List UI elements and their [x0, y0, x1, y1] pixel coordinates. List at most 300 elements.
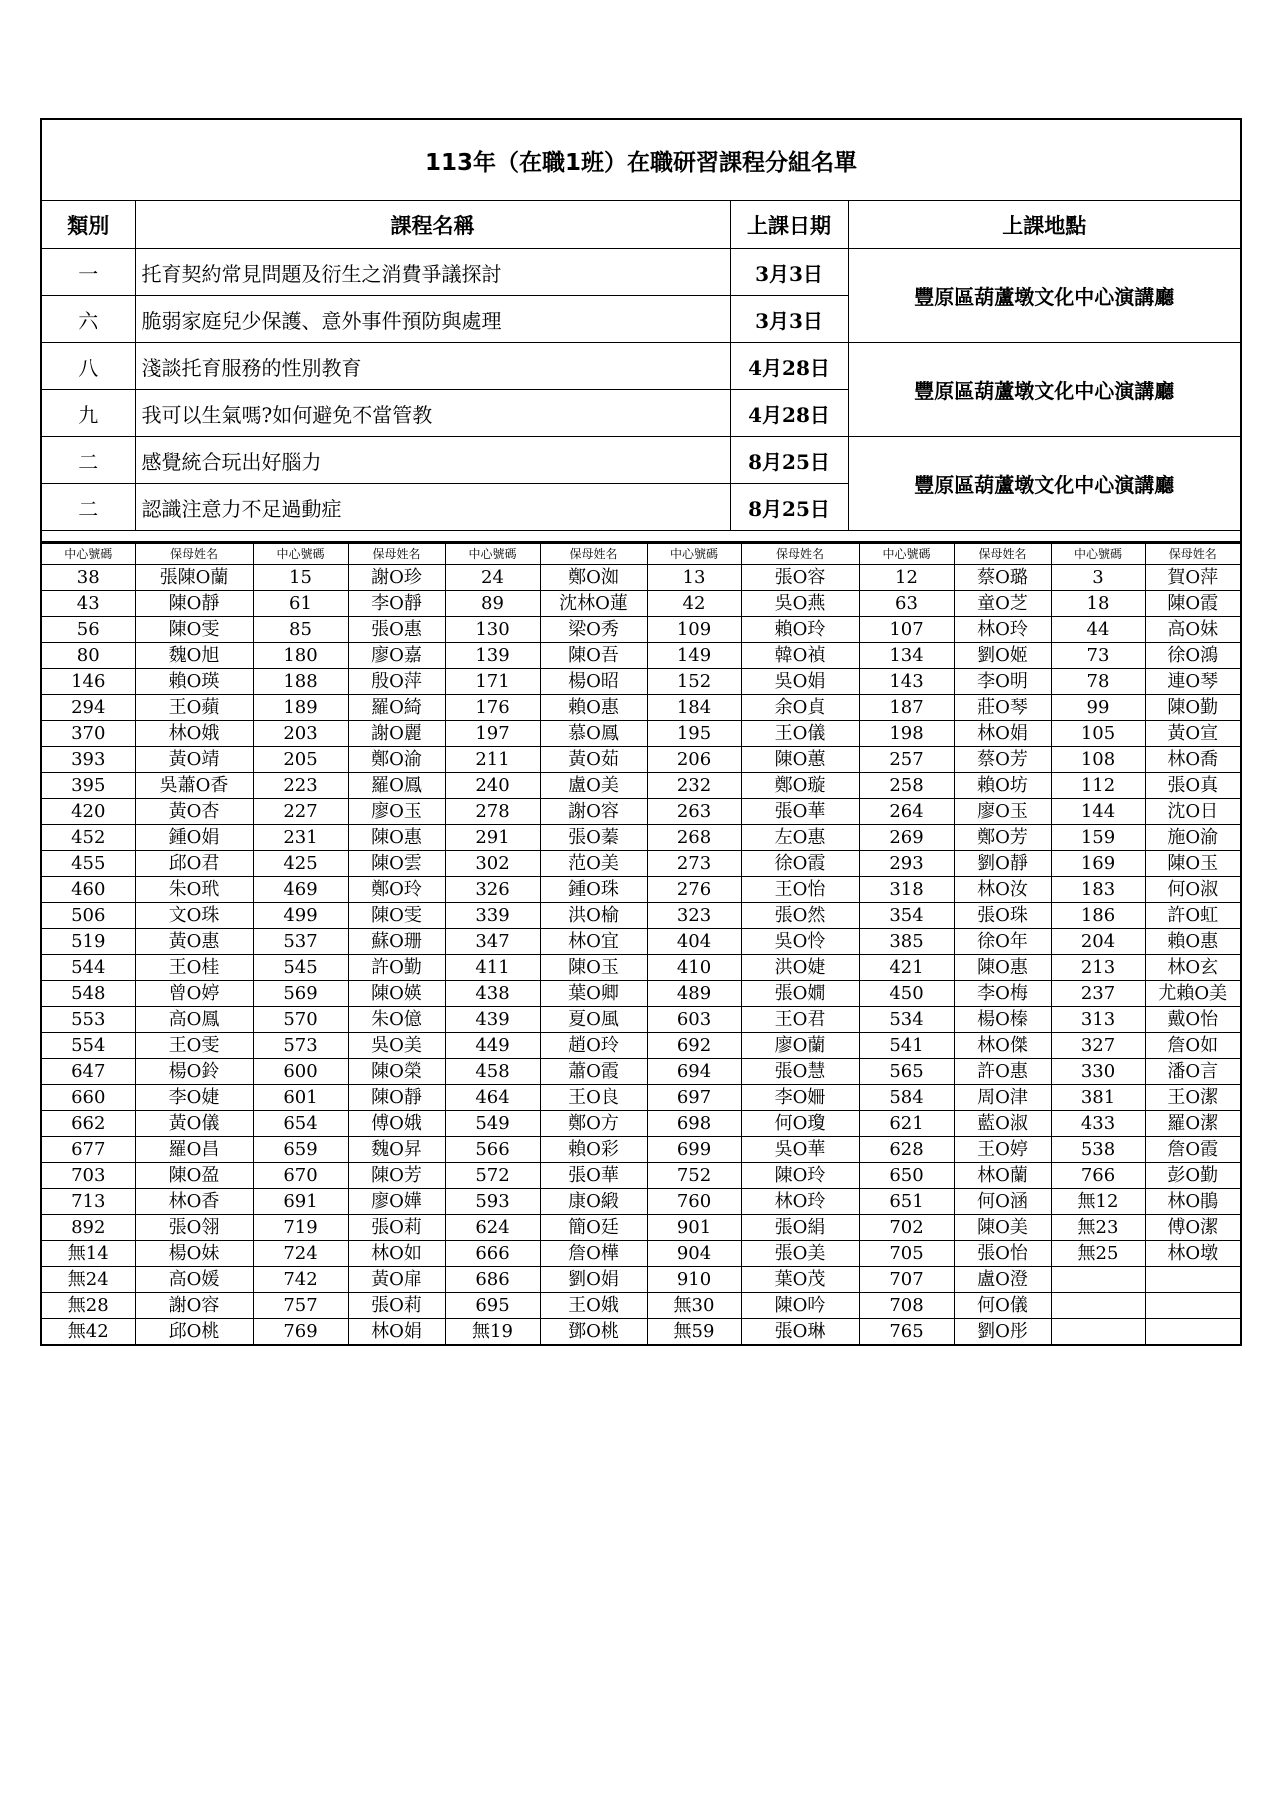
caregiver-name-cell: 陳O雯	[135, 617, 253, 643]
center-number-cell: 659	[253, 1137, 348, 1163]
table-row	[41, 1293, 1241, 1319]
center-number-cell: 421	[859, 955, 954, 981]
center-number-cell: 318	[859, 877, 954, 903]
course-category: 六	[41, 296, 135, 343]
caregiver-name-cell: 楊O妹	[135, 1241, 253, 1267]
center-number-cell: 724	[253, 1241, 348, 1267]
center-number-cell: 無19	[445, 1319, 540, 1346]
center-number-cell: 395	[41, 773, 135, 799]
caregiver-name-cell: 黃O儀	[135, 1111, 253, 1137]
caregiver-name-cell: 連O琴	[1145, 669, 1241, 695]
caregiver-name-cell: 陳O勤	[1145, 695, 1241, 721]
caregiver-name-cell: 吳O華	[741, 1137, 859, 1163]
center-number-cell: 393	[41, 747, 135, 773]
center-number-cell: 無28	[41, 1293, 135, 1319]
caregiver-name-cell: 慕O鳳	[540, 721, 647, 747]
center-number-cell: 601	[253, 1085, 348, 1111]
center-number-cell: 257	[859, 747, 954, 773]
caregiver-name-cell: 陳O媖	[348, 981, 445, 1007]
center-number-cell	[1051, 1267, 1145, 1293]
center-number-cell: 702	[859, 1215, 954, 1241]
caregiver-name-cell: 張O珠	[954, 903, 1051, 929]
center-number-cell: 263	[647, 799, 741, 825]
center-number-cell: 566	[445, 1137, 540, 1163]
course-location: 豐原區葫蘆墩文化中心演講廳	[848, 437, 1241, 531]
center-number-cell: 232	[647, 773, 741, 799]
table-row	[41, 773, 1241, 799]
caregiver-name-cell: 徐O霞	[741, 851, 859, 877]
center-number-cell: 662	[41, 1111, 135, 1137]
caregiver-name-cell: 何O淑	[1145, 877, 1241, 903]
center-number-cell: 258	[859, 773, 954, 799]
center-number-cell: 385	[859, 929, 954, 955]
course-name: 感覺統合玩出好腦力	[135, 437, 730, 484]
caregiver-name-cell: 文O珠	[135, 903, 253, 929]
table-row	[41, 1111, 1241, 1137]
caregiver-name-cell: 沈O日	[1145, 799, 1241, 825]
caregiver-name-cell: 蘇O珊	[348, 929, 445, 955]
center-number-cell: 769	[253, 1319, 348, 1346]
center-number-cell: 197	[445, 721, 540, 747]
course-name: 認識注意力不足過動症	[135, 484, 730, 531]
caregiver-name-cell: 潘O言	[1145, 1059, 1241, 1085]
caregiver-name-cell: 賴O惠	[540, 695, 647, 721]
caregiver-name-cell: 何O儀	[954, 1293, 1051, 1319]
center-number-cell: 180	[253, 643, 348, 669]
caregiver-name-cell: 鄭O方	[540, 1111, 647, 1137]
center-number-cell: 660	[41, 1085, 135, 1111]
center-number-cell: 189	[253, 695, 348, 721]
caregiver-name-cell: 羅O潔	[1145, 1111, 1241, 1137]
center-number-cell: 159	[1051, 825, 1145, 851]
caregiver-name-cell: 葉O茂	[741, 1267, 859, 1293]
center-number-cell: 152	[647, 669, 741, 695]
caregiver-name-cell: 劉O彤	[954, 1319, 1051, 1346]
caregiver-name-cell: 黃O扉	[348, 1267, 445, 1293]
center-number-cell: 565	[859, 1059, 954, 1085]
center-number-cell: 691	[253, 1189, 348, 1215]
center-number-cell: 910	[647, 1267, 741, 1293]
center-number-cell: 42	[647, 591, 741, 617]
caregiver-name-cell: 陳O美	[954, 1215, 1051, 1241]
center-number-cell: 742	[253, 1267, 348, 1293]
center-number-cell: 184	[647, 695, 741, 721]
caregiver-name-cell	[1145, 1293, 1241, 1319]
center-number-cell: 621	[859, 1111, 954, 1137]
course-category: 八	[41, 343, 135, 390]
caregiver-name-cell: 鄭O玲	[348, 877, 445, 903]
center-number-cell: 63	[859, 591, 954, 617]
caregiver-name-cell: 陳O吾	[540, 643, 647, 669]
caregiver-name-cell: 徐O年	[954, 929, 1051, 955]
caregiver-name-cell: 鍾O珠	[540, 877, 647, 903]
center-number-cell: 80	[41, 643, 135, 669]
center-number-cell: 670	[253, 1163, 348, 1189]
center-number-cell: 108	[1051, 747, 1145, 773]
table-row	[41, 1007, 1241, 1033]
center-number-cell: 無14	[41, 1241, 135, 1267]
page-title: 113年（在職1班）在職研習課程分組名單	[41, 119, 1241, 201]
center-number-cell: 458	[445, 1059, 540, 1085]
caregiver-name-cell: 王O儀	[741, 721, 859, 747]
table-row	[41, 1319, 1241, 1346]
caregiver-name-cell: 周O津	[954, 1085, 1051, 1111]
roster-table	[40, 543, 1242, 1346]
center-number-cell: 708	[859, 1293, 954, 1319]
center-number-cell: 455	[41, 851, 135, 877]
header-caregiver-name: 保母姓名	[741, 544, 859, 565]
caregiver-name-cell: 黃O茹	[540, 747, 647, 773]
caregiver-name-cell: 王O桂	[135, 955, 253, 981]
center-number-cell: 327	[1051, 1033, 1145, 1059]
caregiver-name-cell: 陳O靜	[135, 591, 253, 617]
caregiver-name-cell: 林O宜	[540, 929, 647, 955]
caregiver-name-cell: 朱O億	[348, 1007, 445, 1033]
table-row	[41, 1163, 1241, 1189]
course-name: 淺談托育服務的性別教育	[135, 343, 730, 390]
table-row	[41, 929, 1241, 955]
center-number-cell: 269	[859, 825, 954, 851]
center-number-cell: 231	[253, 825, 348, 851]
center-number-cell: 56	[41, 617, 135, 643]
caregiver-name-cell: 陳O蕙	[741, 747, 859, 773]
center-number-cell: 545	[253, 955, 348, 981]
center-number-cell: 171	[445, 669, 540, 695]
caregiver-name-cell: 羅O昌	[135, 1137, 253, 1163]
header-caregiver-name: 保母姓名	[1145, 544, 1241, 565]
center-number-cell: 892	[41, 1215, 135, 1241]
table-row	[41, 1085, 1241, 1111]
caregiver-name-cell: 羅O綺	[348, 695, 445, 721]
caregiver-name-cell: 賴O彩	[540, 1137, 647, 1163]
center-number-cell: 624	[445, 1215, 540, 1241]
center-number-cell: 323	[647, 903, 741, 929]
caregiver-name-cell: 張O翎	[135, 1215, 253, 1241]
center-number-cell: 600	[253, 1059, 348, 1085]
center-number-cell: 354	[859, 903, 954, 929]
course-name: 我可以生氣嗎?如何避免不當管教	[135, 390, 730, 437]
center-number-cell: 519	[41, 929, 135, 955]
document-sheet	[40, 118, 1240, 1346]
caregiver-name-cell: 鄧O桃	[540, 1319, 647, 1346]
center-number-cell: 677	[41, 1137, 135, 1163]
center-number-cell: 904	[647, 1241, 741, 1267]
center-number-cell: 268	[647, 825, 741, 851]
center-number-cell: 144	[1051, 799, 1145, 825]
header-center-number: 中心號碼	[253, 544, 348, 565]
table-row	[41, 1137, 1241, 1163]
center-number-cell: 628	[859, 1137, 954, 1163]
center-number-cell: 198	[859, 721, 954, 747]
center-number-cell: 703	[41, 1163, 135, 1189]
center-number-cell: 553	[41, 1007, 135, 1033]
center-number-cell: 169	[1051, 851, 1145, 877]
center-number-cell: 188	[253, 669, 348, 695]
caregiver-name-cell: 張O莉	[348, 1293, 445, 1319]
center-number-cell: 203	[253, 721, 348, 747]
table-row	[41, 1059, 1241, 1085]
caregiver-name-cell: 吳O美	[348, 1033, 445, 1059]
caregiver-name-cell: 鄭O洳	[540, 565, 647, 591]
caregiver-name-cell: 余O貞	[741, 695, 859, 721]
center-number-cell: 302	[445, 851, 540, 877]
center-number-cell: 313	[1051, 1007, 1145, 1033]
caregiver-name-cell: 楊O榛	[954, 1007, 1051, 1033]
center-number-cell: 223	[253, 773, 348, 799]
center-number-cell: 240	[445, 773, 540, 799]
caregiver-name-cell: 廖O嬅	[348, 1189, 445, 1215]
caregiver-name-cell: 陳O榮	[348, 1059, 445, 1085]
center-number-cell: 15	[253, 565, 348, 591]
center-number-cell: 187	[859, 695, 954, 721]
center-number-cell: 3	[1051, 565, 1145, 591]
center-number-cell: 469	[253, 877, 348, 903]
caregiver-name-cell: 王O潔	[1145, 1085, 1241, 1111]
caregiver-name-cell	[1145, 1319, 1241, 1346]
course-location: 豐原區葫蘆墩文化中心演講廳	[848, 343, 1241, 437]
header-course-name: 課程名稱	[135, 201, 730, 249]
caregiver-name-cell: 吳O怜	[741, 929, 859, 955]
table-row	[41, 1033, 1241, 1059]
center-number-cell: 757	[253, 1293, 348, 1319]
caregiver-name-cell: 林O如	[348, 1241, 445, 1267]
table-row	[41, 903, 1241, 929]
center-number-cell: 420	[41, 799, 135, 825]
caregiver-name-cell: 謝O容	[540, 799, 647, 825]
caregiver-name-cell: 張O然	[741, 903, 859, 929]
center-number-cell: 73	[1051, 643, 1145, 669]
center-number-cell: 538	[1051, 1137, 1145, 1163]
table-row	[41, 1189, 1241, 1215]
caregiver-name-cell: 楊O昭	[540, 669, 647, 695]
center-number-cell: 650	[859, 1163, 954, 1189]
caregiver-name-cell: 王O婷	[954, 1137, 1051, 1163]
caregiver-name-cell: 林O玄	[1145, 955, 1241, 981]
center-number-cell: 450	[859, 981, 954, 1007]
table-row	[41, 799, 1241, 825]
center-number-cell: 698	[647, 1111, 741, 1137]
center-number-cell: 139	[445, 643, 540, 669]
caregiver-name-cell: 張O容	[741, 565, 859, 591]
caregiver-name-cell: 洪O榆	[540, 903, 647, 929]
table-row	[41, 617, 1241, 643]
center-number-cell: 569	[253, 981, 348, 1007]
caregiver-name-cell: 葉O卿	[540, 981, 647, 1007]
center-number-cell: 293	[859, 851, 954, 877]
center-number-cell: 584	[859, 1085, 954, 1111]
table-row	[41, 1241, 1241, 1267]
center-number-cell: 278	[445, 799, 540, 825]
center-number-cell: 89	[445, 591, 540, 617]
table-row	[41, 669, 1241, 695]
center-number-cell: 38	[41, 565, 135, 591]
header-category: 類別	[41, 201, 135, 249]
center-number-cell: 537	[253, 929, 348, 955]
caregiver-name-cell: 黃O宣	[1145, 721, 1241, 747]
center-number-cell: 276	[647, 877, 741, 903]
caregiver-name-cell: 林O鵑	[1145, 1189, 1241, 1215]
center-number-cell: 765	[859, 1319, 954, 1346]
caregiver-name-cell: 莊O琴	[954, 695, 1051, 721]
caregiver-name-cell: 楊O鈴	[135, 1059, 253, 1085]
caregiver-name-cell: 林O墩	[1145, 1241, 1241, 1267]
center-number-cell	[1051, 1293, 1145, 1319]
roster-header-row	[41, 544, 1241, 565]
caregiver-name-cell: 童O芝	[954, 591, 1051, 617]
center-number-cell: 326	[445, 877, 540, 903]
caregiver-name-cell: 黃O杏	[135, 799, 253, 825]
center-number-cell: 760	[647, 1189, 741, 1215]
caregiver-name-cell: 詹O霞	[1145, 1137, 1241, 1163]
caregiver-name-cell: 張陳O蘭	[135, 565, 253, 591]
course-name: 托育契約常見問題及衍生之消費爭議探討	[135, 249, 730, 296]
center-number-cell: 213	[1051, 955, 1145, 981]
caregiver-name-cell: 詹O樺	[540, 1241, 647, 1267]
header-caregiver-name: 保母姓名	[954, 544, 1051, 565]
caregiver-name-cell: 張O惠	[348, 617, 445, 643]
caregiver-name-cell: 李O婕	[135, 1085, 253, 1111]
caregiver-name-cell: 林O蘭	[954, 1163, 1051, 1189]
center-number-cell: 499	[253, 903, 348, 929]
caregiver-name-cell	[1145, 1267, 1241, 1293]
caregiver-name-cell: 陳O惠	[348, 825, 445, 851]
caregiver-name-cell: 康O緞	[540, 1189, 647, 1215]
center-number-cell: 205	[253, 747, 348, 773]
center-number-cell: 339	[445, 903, 540, 929]
center-number-cell: 13	[647, 565, 741, 591]
center-number-cell: 686	[445, 1267, 540, 1293]
caregiver-name-cell: 施O渝	[1145, 825, 1241, 851]
center-number-cell: 534	[859, 1007, 954, 1033]
caregiver-name-cell: 張O琳	[741, 1319, 859, 1346]
center-number-cell: 195	[647, 721, 741, 747]
course-category: 二	[41, 437, 135, 484]
caregiver-name-cell: 趙O玲	[540, 1033, 647, 1059]
caregiver-name-cell: 左O惠	[741, 825, 859, 851]
caregiver-name-cell: 陳O盈	[135, 1163, 253, 1189]
center-number-cell: 506	[41, 903, 135, 929]
center-number-cell: 707	[859, 1267, 954, 1293]
center-number-cell: 85	[253, 617, 348, 643]
course-date: 8月25日	[730, 437, 848, 484]
center-number-cell: 43	[41, 591, 135, 617]
caregiver-name-cell: 王O娥	[540, 1293, 647, 1319]
course-table	[40, 118, 1242, 543]
caregiver-name-cell: 鄭O芳	[954, 825, 1051, 851]
center-number-cell: 18	[1051, 591, 1145, 617]
center-number-cell: 489	[647, 981, 741, 1007]
center-number-cell: 無59	[647, 1319, 741, 1346]
center-number-cell: 572	[445, 1163, 540, 1189]
caregiver-name-cell: 張O怡	[954, 1241, 1051, 1267]
center-number-cell: 713	[41, 1189, 135, 1215]
caregiver-name-cell: 王O蘋	[135, 695, 253, 721]
caregiver-name-cell: 李O明	[954, 669, 1051, 695]
caregiver-name-cell: 張O蓁	[540, 825, 647, 851]
caregiver-name-cell: 林O娟	[954, 721, 1051, 747]
header-caregiver-name: 保母姓名	[348, 544, 445, 565]
caregiver-name-cell: 王O雯	[135, 1033, 253, 1059]
table-row	[41, 565, 1241, 591]
caregiver-name-cell: 吳蕭O香	[135, 773, 253, 799]
center-number-cell: 697	[647, 1085, 741, 1111]
caregiver-name-cell: 陳O芳	[348, 1163, 445, 1189]
caregiver-name-cell: 盧O澄	[954, 1267, 1051, 1293]
table-row	[41, 643, 1241, 669]
caregiver-name-cell: 夏O風	[540, 1007, 647, 1033]
center-number-cell: 752	[647, 1163, 741, 1189]
caregiver-name-cell: 謝O麗	[348, 721, 445, 747]
course-date: 3月3日	[730, 249, 848, 296]
center-number-cell: 570	[253, 1007, 348, 1033]
caregiver-name-cell: 傅O潔	[1145, 1215, 1241, 1241]
caregiver-name-cell: 黃O惠	[135, 929, 253, 955]
center-number-cell: 105	[1051, 721, 1145, 747]
center-number-cell: 651	[859, 1189, 954, 1215]
caregiver-name-cell: 何O涵	[954, 1189, 1051, 1215]
caregiver-name-cell: 彭O勤	[1145, 1163, 1241, 1189]
center-number-cell: 186	[1051, 903, 1145, 929]
center-number-cell: 264	[859, 799, 954, 825]
caregiver-name-cell: 許O虹	[1145, 903, 1241, 929]
center-number-cell: 無25	[1051, 1241, 1145, 1267]
center-number-cell: 134	[859, 643, 954, 669]
center-number-cell: 654	[253, 1111, 348, 1137]
center-number-cell: 291	[445, 825, 540, 851]
center-number-cell: 176	[445, 695, 540, 721]
caregiver-name-cell: 范O美	[540, 851, 647, 877]
table-row	[41, 1267, 1241, 1293]
caregiver-name-cell: 賴O惠	[1145, 929, 1241, 955]
course-date: 4月28日	[730, 343, 848, 390]
center-number-cell: 433	[1051, 1111, 1145, 1137]
table-row	[41, 721, 1241, 747]
table-row	[41, 747, 1241, 773]
center-number-cell: 460	[41, 877, 135, 903]
center-number-cell: 211	[445, 747, 540, 773]
center-number-cell: 204	[1051, 929, 1145, 955]
course-date: 3月3日	[730, 296, 848, 343]
caregiver-name-cell: 林O喬	[1145, 747, 1241, 773]
caregiver-name-cell: 張O嫺	[741, 981, 859, 1007]
center-number-cell: 381	[1051, 1085, 1145, 1111]
table-row	[41, 981, 1241, 1007]
caregiver-name-cell: 林O汝	[954, 877, 1051, 903]
caregiver-name-cell: 戴O怡	[1145, 1007, 1241, 1033]
caregiver-name-cell: 李O梅	[954, 981, 1051, 1007]
center-number-cell: 705	[859, 1241, 954, 1267]
caregiver-name-cell: 陳O霞	[1145, 591, 1241, 617]
center-number-cell: 544	[41, 955, 135, 981]
caregiver-name-cell: 殷O萍	[348, 669, 445, 695]
header-center-number: 中心號碼	[445, 544, 540, 565]
center-number-cell: 766	[1051, 1163, 1145, 1189]
caregiver-name-cell: 陳O吟	[741, 1293, 859, 1319]
caregiver-name-cell: 林O香	[135, 1189, 253, 1215]
caregiver-name-cell: 盧O美	[540, 773, 647, 799]
caregiver-name-cell: 廖O玉	[348, 799, 445, 825]
center-number-cell: 61	[253, 591, 348, 617]
center-number-cell: 573	[253, 1033, 348, 1059]
center-number-cell: 411	[445, 955, 540, 981]
center-number-cell: 692	[647, 1033, 741, 1059]
course-location: 豐原區葫蘆墩文化中心演講廳	[848, 249, 1241, 343]
caregiver-name-cell: 邱O桃	[135, 1319, 253, 1346]
caregiver-name-cell: 張O莉	[348, 1215, 445, 1241]
center-number-cell: 44	[1051, 617, 1145, 643]
caregiver-name-cell: 張O華	[540, 1163, 647, 1189]
center-number-cell: 237	[1051, 981, 1145, 1007]
